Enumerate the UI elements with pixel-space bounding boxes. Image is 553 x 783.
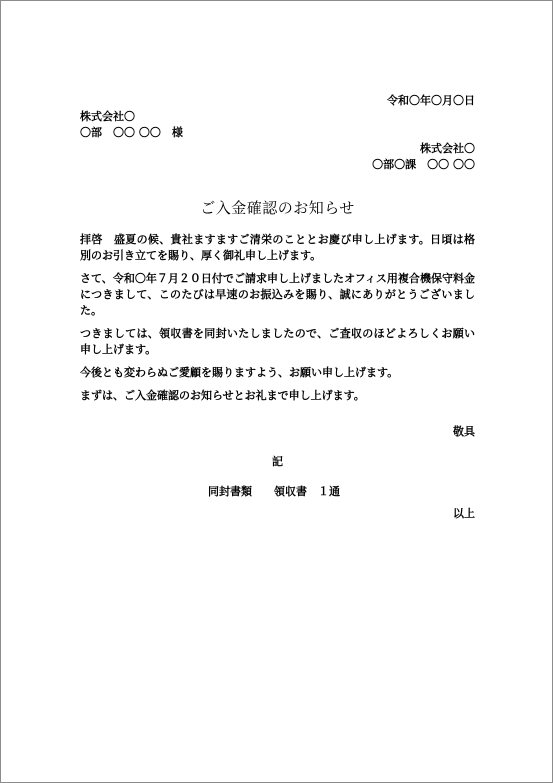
closing-keigu: 敬具	[453, 425, 475, 438]
paragraph-patronage: 今後とも変わらぬご愛顧を賜りますよう、お願い申し上げます。	[80, 366, 399, 379]
letter-date: 令和〇年〇月〇日	[387, 94, 475, 107]
sender-dept-person: 〇部〇課 〇〇 〇〇	[372, 158, 475, 171]
sender-company: 株式会社〇	[420, 142, 475, 155]
recipient-person: 〇部 〇〇 〇〇 様	[80, 126, 183, 139]
letter-title: ご入金確認のお知らせ	[200, 199, 355, 217]
recipient-company: 株式会社〇	[80, 110, 135, 123]
enclosure-label: 同封書類	[208, 485, 252, 498]
enclosure-value: 領収書 １通	[274, 485, 340, 498]
ki-heading: 記	[272, 455, 283, 468]
enclosure-line	[80, 484, 475, 500]
ijo-end-mark: 以上	[453, 507, 475, 520]
paragraph-receipt: つきましては、領収書を同封いたしましたので、ご査収のほどよろしくお願い申し上げます。	[80, 327, 475, 356]
paragraph-payment: さて、令和〇年７月２０日付でご請求申し上げましたオフィス用複合機保守料金につきまして、このたびは早速のお振込みを賜り、誠にありがとうございました。	[80, 272, 475, 317]
letter-body	[80, 93, 475, 522]
paragraph-greeting: 拝啓 盛夏の候、貴社ますますご清栄のこととお慶び申し上げます。日頃は格別のお引き立てを賜り、厚く御礼申し上げます。	[80, 233, 475, 262]
paragraph-closing-remark: まずは、ご入金確認のお知らせとお礼まで申し上げます。	[80, 389, 365, 402]
